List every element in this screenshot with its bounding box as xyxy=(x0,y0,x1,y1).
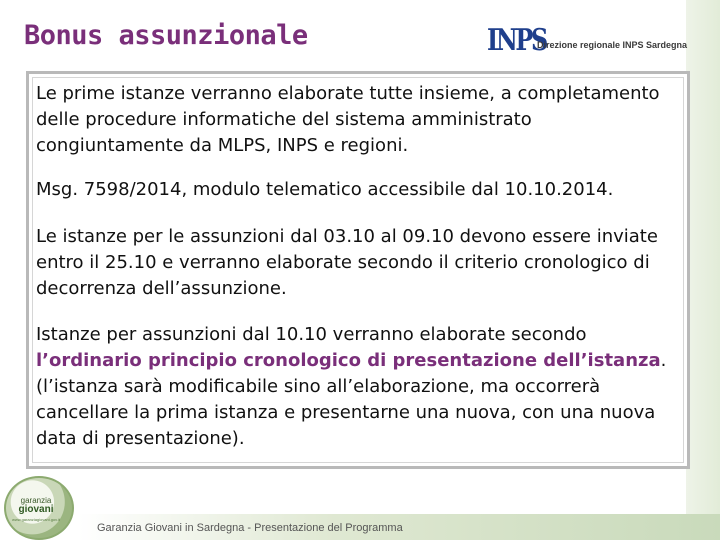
paragraph-4 xyxy=(36,322,676,452)
paragraph-3: Le istanze per le assunzioni dal 03.10 al 09.10 devono essere inviate entro il 25.10 e verranno elaborate secondo il criterio cronologico di decorrenza dell’assunzione. xyxy=(36,226,658,299)
logo-text-line-3: www.garanziagiovani.gov.it xyxy=(12,517,60,522)
inps-logo: INPS xyxy=(487,23,546,58)
paragraph-4-start: Istanze per assunzioni dal 10.10 verranno elaborate secondo xyxy=(36,324,587,345)
slide-title: Bonus assunzionale xyxy=(24,20,308,51)
content-box xyxy=(26,71,690,469)
paragraph-1: Le prime istanze verranno elaborate tutte insieme, a completamento delle procedure informatiche del sistema amministrato congiuntamente da MLPS, INPS e regioni. xyxy=(36,83,660,156)
paragraph-2: Msg. 7598/2014, modulo telematico accessibile dal 10.10.2014. xyxy=(36,179,614,200)
paragraph-4-end: . (l’istanza sarà modificabile sino all’elaborazione, ma occorrerà cancellare la prima istanza e presentarne una nuova, con una nuova data di presentazione). xyxy=(36,350,667,449)
logo-text-line-2: giovani xyxy=(18,504,54,515)
side-decoration-strip xyxy=(686,0,720,540)
paragraph-4-highlight: l’ordinario principio cronologico di presentazione dell’istanza xyxy=(36,350,661,371)
logo-text-line-1: garanzia xyxy=(20,496,52,505)
organization-label: Direzione regionale INPS Sardegna xyxy=(537,40,688,50)
footer-text: Garanzia Giovani in Sardegna - Presentazione del Programma xyxy=(97,522,403,534)
